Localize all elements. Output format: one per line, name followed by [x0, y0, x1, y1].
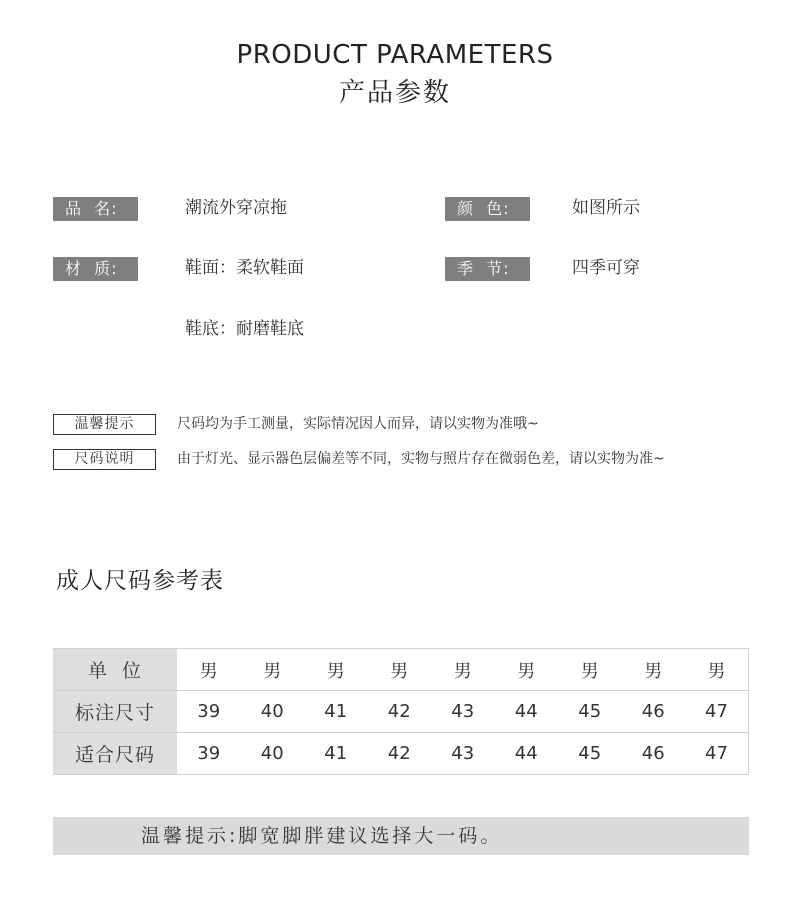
table-row — [53, 691, 749, 733]
table-row — [53, 733, 749, 775]
table-cell: 40 — [241, 733, 305, 775]
param-label-material: 材 质: — [53, 257, 138, 281]
title-cn: 产品参数 — [338, 78, 451, 108]
table-cell: 男 — [685, 649, 749, 691]
table-cell: 42 — [368, 691, 432, 733]
param-label-name: 品 名: — [53, 197, 138, 221]
table-cell: 39 — [177, 733, 241, 775]
row-header: 适合尺码 — [53, 733, 177, 775]
table-cell: 44 — [495, 691, 559, 733]
table-cell: 43 — [431, 733, 495, 775]
param-value-season: 四季可穿 — [572, 258, 640, 278]
param-value-material: 鞋面：柔软鞋面 — [185, 258, 304, 278]
table-cell: 男 — [304, 649, 368, 691]
table-cell: 男 — [368, 649, 432, 691]
bottom-tip: 温馨提示:脚宽脚胖建议选择大一码。 — [53, 817, 749, 855]
table-cell: 男 — [241, 649, 305, 691]
table-row — [53, 649, 749, 691]
table-cell: 40 — [241, 691, 305, 733]
row-header: 单 位 — [53, 649, 177, 691]
table-cell: 男 — [622, 649, 686, 691]
note-tag-tips: 温馨提示 — [53, 414, 156, 435]
size-table — [53, 648, 749, 775]
table-cell: 46 — [622, 733, 686, 775]
size-table-title: 成人尺码参考表 — [56, 568, 224, 594]
note-text-tips: 尺码均为手工测量，实际情况因人而异，请以实物为准哦~ — [177, 416, 539, 432]
table-cell: 41 — [304, 733, 368, 775]
param-value-sole: 鞋底：耐磨鞋底 — [185, 319, 304, 339]
param-label-color: 颜 色: — [445, 197, 530, 221]
table-cell: 41 — [304, 691, 368, 733]
note-tag-size: 尺码说明 — [53, 449, 156, 470]
table-cell: 42 — [368, 733, 432, 775]
table-cell: 男 — [431, 649, 495, 691]
param-label-season: 季 节: — [445, 257, 530, 281]
table-cell: 45 — [558, 733, 622, 775]
table-cell: 39 — [177, 691, 241, 733]
row-header: 标注尺寸 — [53, 691, 177, 733]
param-value-name: 潮流外穿凉拖 — [185, 198, 287, 218]
title-en: PRODUCT PARAMETERS — [236, 40, 554, 70]
table-cell: 44 — [495, 733, 559, 775]
table-cell: 46 — [622, 691, 686, 733]
table-cell: 47 — [685, 691, 749, 733]
table-cell: 男 — [495, 649, 559, 691]
table-cell: 47 — [685, 733, 749, 775]
table-cell: 男 — [558, 649, 622, 691]
param-value-color: 如图所示 — [572, 198, 640, 218]
note-text-size: 由于灯光、显示器色层偏差等不同，实物与照片存在微弱色差，请以实物为准~ — [177, 451, 665, 467]
table-cell: 43 — [431, 691, 495, 733]
table-cell: 男 — [177, 649, 241, 691]
table-cell: 45 — [558, 691, 622, 733]
